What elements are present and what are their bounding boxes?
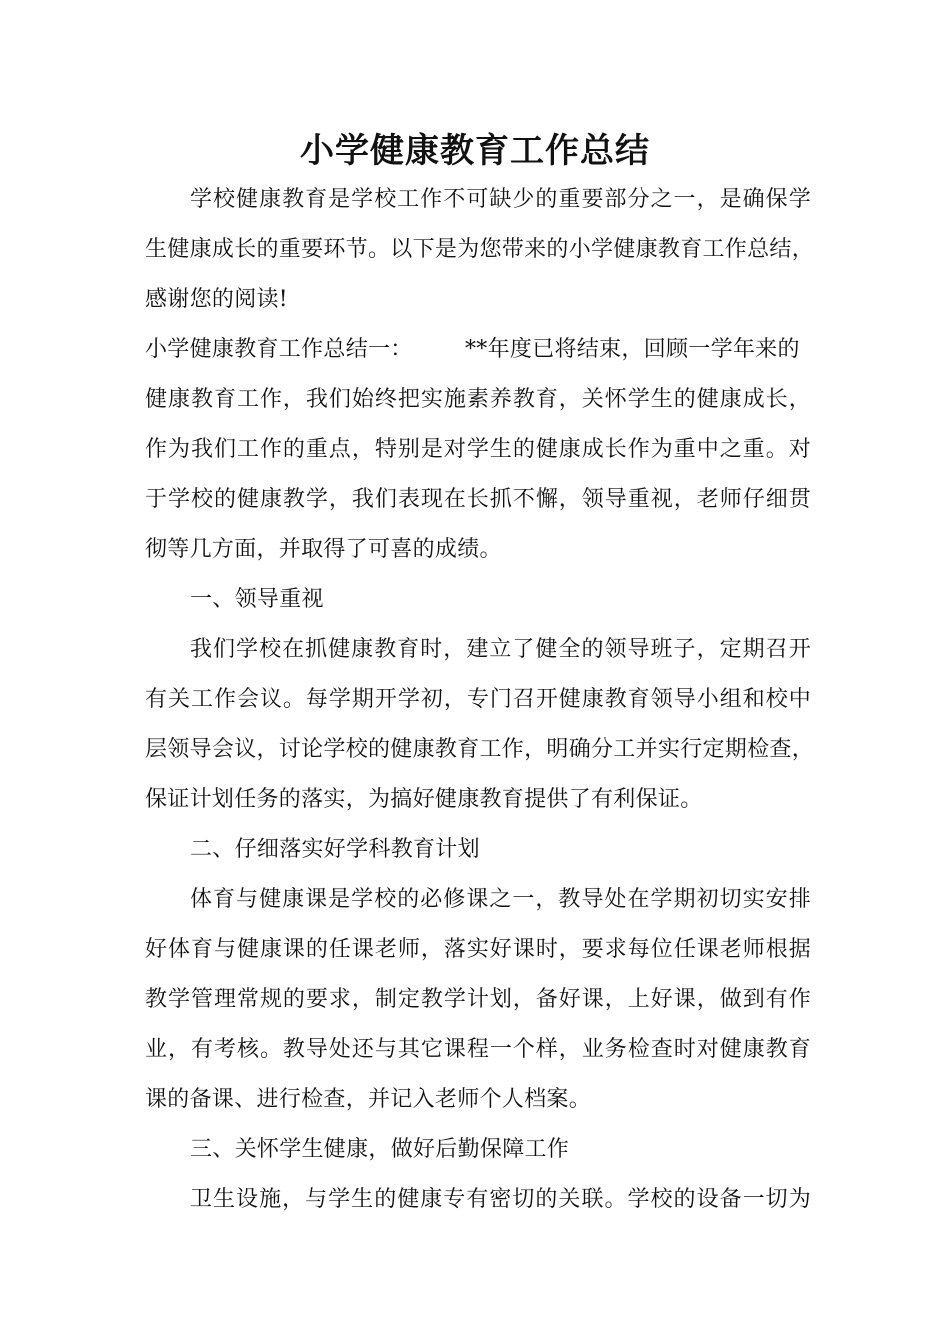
- paragraph-line: 生健康成长的重要环节。以下是为您带来的小学健康教育工作总结，: [145, 237, 815, 262]
- paragraph-line: 保证计划任务的落实，为搞好健康教育提供了有利保证。: [145, 787, 703, 812]
- section-heading-line: [145, 325, 811, 375]
- subsection-heading: 三、关怀学生健康，做好后勤保障工作: [190, 1137, 570, 1162]
- paragraph-line: 于学校的健康教学，我们表现在长抓不懈，领导重视，老师仔细贯: [145, 487, 811, 512]
- paragraph-line: 体育与健康课是学校的必修课之一，教导处在学期初切实安排: [190, 887, 811, 912]
- paragraph-line: 彻等几方面，并取得了可喜的成绩。: [145, 537, 502, 562]
- paragraph-line: 健康教育工作，我们始终把实施素养教育，关怀学生的健康成长，: [145, 387, 811, 412]
- paragraph-line: 课的备课、进行检查，并记入老师个人档案。: [145, 1087, 592, 1112]
- section-label: 小学健康教育工作总结一：: [145, 337, 413, 362]
- paragraph-line: 作为我们工作的重点，特别是对学生的健康成长作为重中之重。对: [145, 437, 811, 462]
- subsection-heading: 二、仔细落实好学科教育计划: [190, 837, 480, 862]
- document-title: 小学健康教育工作总结: [300, 131, 650, 171]
- paragraph-line: 我们学校在抓健康教育时，建立了健全的领导班子，定期召开: [190, 637, 811, 662]
- paragraph-line: 好体育与健康课的任课老师，落实好课时，要求每位任课老师根据: [145, 937, 811, 962]
- paragraph-line: 层领导会议，讨论学校的健康教育工作，明确分工并实行定期检查，: [145, 737, 815, 762]
- paragraph-line: 卫生设施，与学生的健康专有密切的关联。学校的设备一切为: [190, 1187, 811, 1212]
- paragraph-line: 感谢您的阅读!: [145, 287, 288, 312]
- subsection-heading: 一、领导重视: [190, 587, 324, 612]
- paragraph-text: **年度已将结束，回顾一学年来的: [465, 337, 800, 362]
- paragraph-line: 学校健康教育是学校工作不可缺少的重要部分之一，是确保学: [190, 187, 811, 212]
- paragraph-line: 教学管理常规的要求，制定教学计划，备好课，上好课，做到有作: [145, 987, 811, 1012]
- paragraph-line: 有关工作会议。每学期开学初，专门召开健康教育领导小组和校中: [145, 687, 811, 712]
- paragraph-line: 业，有考核。教导处还与其它课程一个样，业务检查时对健康教育: [145, 1037, 811, 1062]
